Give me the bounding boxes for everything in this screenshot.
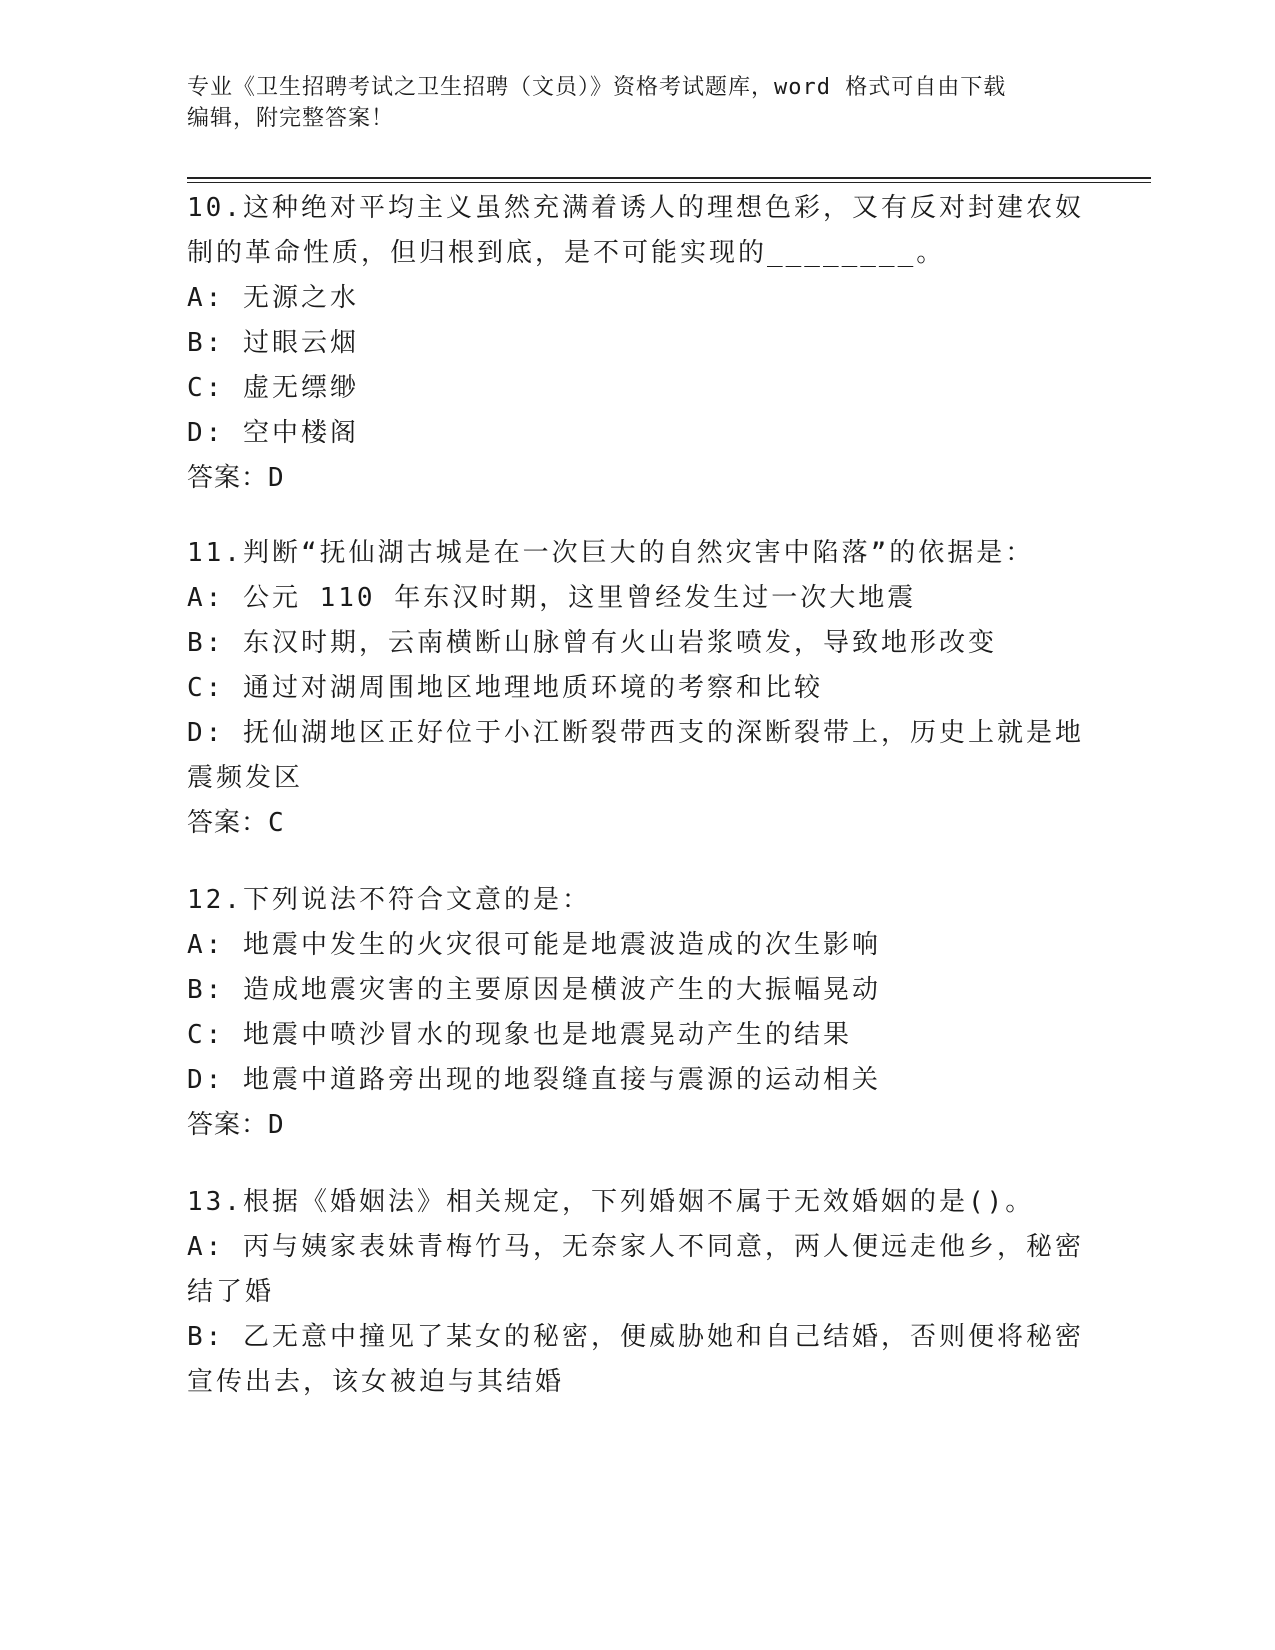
option-text: 造成地震灾害的主要原因是横波产生的大振幅晃动 — [242, 975, 881, 1005]
option-text: 过眼云烟 — [242, 328, 359, 358]
answer-line: 答案：D — [187, 1110, 285, 1140]
header-line-2: 编辑，附完整答案！ — [187, 106, 395, 131]
answer-line: 答案：D — [187, 463, 285, 493]
option-text: 公元 110 年东汉时期，这里曾经发生过一次大地震 — [242, 583, 917, 613]
option-b — [187, 1315, 1087, 1360]
option-prefix: A: — [187, 930, 225, 960]
option-a — [187, 1225, 1087, 1270]
question-12 — [187, 878, 1087, 1148]
option-prefix: C: — [187, 373, 225, 403]
header-rule-thin — [187, 182, 1151, 183]
option-text: 地震中道路旁出现的地裂缝直接与震源的运动相关 — [242, 1065, 881, 1095]
option-text: 地震中发生的火灾很可能是地震波造成的次生影响 — [242, 930, 881, 960]
answer-line: 答案：C — [187, 808, 285, 838]
question-13 — [187, 1180, 1087, 1405]
option-prefix: D: — [187, 418, 225, 448]
question-stem: 13.根据《婚姻法》相关规定，下列婚姻不属于无效婚姻的是()。 — [187, 1187, 1035, 1217]
option-a-cont: 结了婚 — [187, 1277, 275, 1307]
option-text: 东汉时期，云南横断山脉曾有火山岩浆喷发，导致地形改变 — [242, 628, 997, 658]
option-text: 抚仙湖地区正好位于小江断裂带西支的深断裂带上，历史上就是地 — [242, 718, 1084, 748]
option-prefix: A: — [187, 583, 225, 613]
option-prefix: D: — [187, 1065, 225, 1095]
question-stem: 12.下列说法不符合文意的是： — [187, 885, 591, 915]
option-text: 虚无缥缈 — [242, 373, 359, 403]
option-b-cont: 宣传出去，该女被迫与其结婚 — [187, 1367, 565, 1397]
option-c — [187, 666, 1087, 711]
option-text: 无源之水 — [242, 283, 359, 313]
question-stem: 10.这种绝对平均主义虽然充满着诱人的理想色彩，又有反对封建农奴 — [187, 193, 1084, 223]
question-stem: 11.判断“抚仙湖古城是在一次巨大的自然灾害中陷落”的依据是： — [187, 538, 1035, 568]
question-10 — [187, 186, 1087, 501]
option-d — [187, 1058, 1087, 1103]
option-b — [187, 621, 1087, 666]
option-text: 地震中喷沙冒水的现象也是地震晃动产生的结果 — [242, 1020, 852, 1050]
option-text: 乙无意中撞见了某女的秘密，便威胁她和自己结婚，否则便将秘密 — [242, 1322, 1084, 1352]
option-prefix: B: — [187, 975, 225, 1005]
option-d — [187, 411, 1087, 456]
header-rule-thick — [187, 177, 1151, 179]
option-c — [187, 1013, 1087, 1058]
document-header — [187, 72, 1067, 134]
option-prefix: B: — [187, 1322, 225, 1352]
option-text: 通过对湖周围地区地理地质环境的考察和比较 — [242, 673, 823, 703]
question-11 — [187, 531, 1087, 846]
option-a — [187, 576, 1087, 621]
question-stem-cont: 制的革命性质，但归根到底，是不可能实现的________。 — [187, 238, 946, 268]
option-b — [187, 321, 1087, 366]
option-a — [187, 276, 1087, 321]
option-d-cont: 震频发区 — [187, 763, 304, 793]
option-prefix: B: — [187, 628, 225, 658]
option-b — [187, 968, 1087, 1013]
option-c — [187, 366, 1087, 411]
option-prefix: B: — [187, 328, 225, 358]
option-text: 空中楼阁 — [242, 418, 359, 448]
option-d — [187, 711, 1087, 756]
option-prefix: D: — [187, 718, 225, 748]
option-prefix: C: — [187, 673, 225, 703]
option-prefix: A: — [187, 1232, 225, 1262]
option-prefix: C: — [187, 1020, 225, 1050]
option-a — [187, 923, 1087, 968]
option-prefix: A: — [187, 283, 225, 313]
option-text: 丙与姨家表妹青梅竹马，无奈家人不同意，两人便远走他乡，秘密 — [242, 1232, 1084, 1262]
header-line-1: 专业《卫生招聘考试之卫生招聘（文员）》资格考试题库，word 格式可自由下载 — [187, 75, 1007, 100]
